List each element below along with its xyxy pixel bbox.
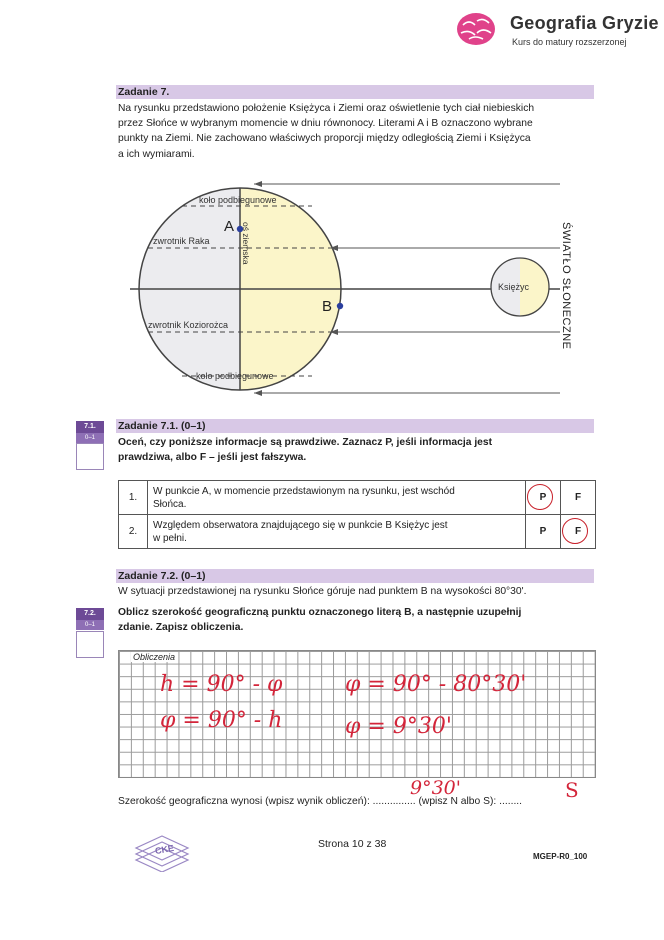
row-number: 2. xyxy=(119,515,148,549)
svg-text:CKE: CKE xyxy=(154,842,175,857)
option-p[interactable]: P xyxy=(526,515,561,549)
task7-title: Zadanie 7. xyxy=(118,86,170,98)
task72-score-points: 0–1 xyxy=(76,620,104,630)
label-antarctic: koło podbiegunowe xyxy=(196,371,274,381)
task71-instruction: Oceń, czy poniższe informacje są prawdziwe. Zaznacz P, jeśli informacja jest prawdziwa, albo F – jeśli jest fałszywa. xyxy=(118,437,493,464)
brand-subtitle: Kurs do matury rozszerzonej xyxy=(512,37,627,47)
handwriting-line2: φ = 90° - h xyxy=(160,708,283,733)
label-point-a: A xyxy=(224,218,235,235)
answer-field-hemisphere[interactable]: ........ xyxy=(499,796,523,807)
row-statement: Względem obserwatora znajdującego się w punkcie B Księżyc jest w pełni. xyxy=(148,515,526,549)
task71-score-number: 7.1. xyxy=(76,421,104,433)
row-statement: W punkcie A, w momencie przedstawionym na rysunku, jest wschód Słońca. xyxy=(148,481,526,515)
answer-sentence: Szerokość geograficzna wynosi (wpisz wynik obliczeń): ............... (wpisz N albo S): ........ xyxy=(118,796,523,807)
label-cancer: zwrotnik Raka xyxy=(153,236,210,246)
task72-score-number: 7.2. xyxy=(76,608,104,620)
task72-score-box[interactable] xyxy=(76,631,104,658)
task7-intro: Na rysunku przedstawiono położenie Księżyca i Ziemi oraz oświetlenie tych ciał niebieskich przez Słońce w wybranym momencie w dniu równonocy. Literami A i B oznaczono wybrane punkty na Ziemi. Nie zachowano właściwych proporcji między odległością Ziemi i Księżyca a ich wymiarami. xyxy=(118,103,535,160)
handwriting-line1: h = 90° - φ xyxy=(160,672,283,697)
handwritten-answer-value: 9°30' xyxy=(410,777,461,799)
true-false-table xyxy=(118,480,596,549)
task72-instruction: Oblicz szerokość geograficzną punktu oznaczonego literą B, a następnie uzupełnij zdanie. Zapisz obliczenia. xyxy=(118,607,522,634)
task72-context: W sytuacji przedstawionej na rysunku Słońce góruje nad punktem B na wysokości 80°30'. xyxy=(118,586,527,597)
label-capricorn: zwrotnik Koziorożca xyxy=(148,320,229,330)
task71-title: Zadanie 7.1. (0–1) xyxy=(118,420,206,432)
page-number: Strona 10 z 38 xyxy=(318,838,387,850)
label-axis: oś ziemska xyxy=(241,222,251,265)
option-f[interactable]: F xyxy=(561,515,596,549)
task7-title-bar xyxy=(116,85,594,99)
brand-title: Geografia Gryzie xyxy=(510,13,659,33)
exam-code: MGEP-R0_100 xyxy=(533,852,588,861)
earth-moon-figure xyxy=(130,172,600,402)
option-f[interactable]: F xyxy=(561,481,596,515)
task71-score-points: 0–1 xyxy=(76,433,104,443)
option-p[interactable]: P xyxy=(526,481,561,515)
task72-title: Zadanie 7.2. (0–1) xyxy=(118,570,206,582)
cke-logo-icon xyxy=(132,832,192,872)
table-row xyxy=(119,481,596,515)
handwritten-answer-hemisphere: S xyxy=(565,778,579,802)
row-number: 1. xyxy=(119,481,148,515)
table-row xyxy=(119,515,596,549)
label-arctic: koło podbiegunowe xyxy=(199,195,277,205)
answer-circle-mark xyxy=(562,518,588,544)
calc-label: Obliczenia xyxy=(133,652,176,662)
point-b-marker xyxy=(337,303,343,309)
label-point-b: B xyxy=(322,298,333,315)
handwriting-line3: φ = 90° - 80°30' xyxy=(345,672,527,697)
answer-field-value[interactable]: ............... xyxy=(372,796,416,807)
brain-logo-icon xyxy=(455,11,497,47)
label-sunlight: ŚWIATŁO SŁONECZNE xyxy=(560,222,572,350)
label-moon: Księżyc xyxy=(498,282,530,292)
answer-circle-mark xyxy=(527,484,553,510)
task71-score-box[interactable] xyxy=(76,443,104,470)
handwriting-line4: φ = 9°30' xyxy=(345,714,452,739)
